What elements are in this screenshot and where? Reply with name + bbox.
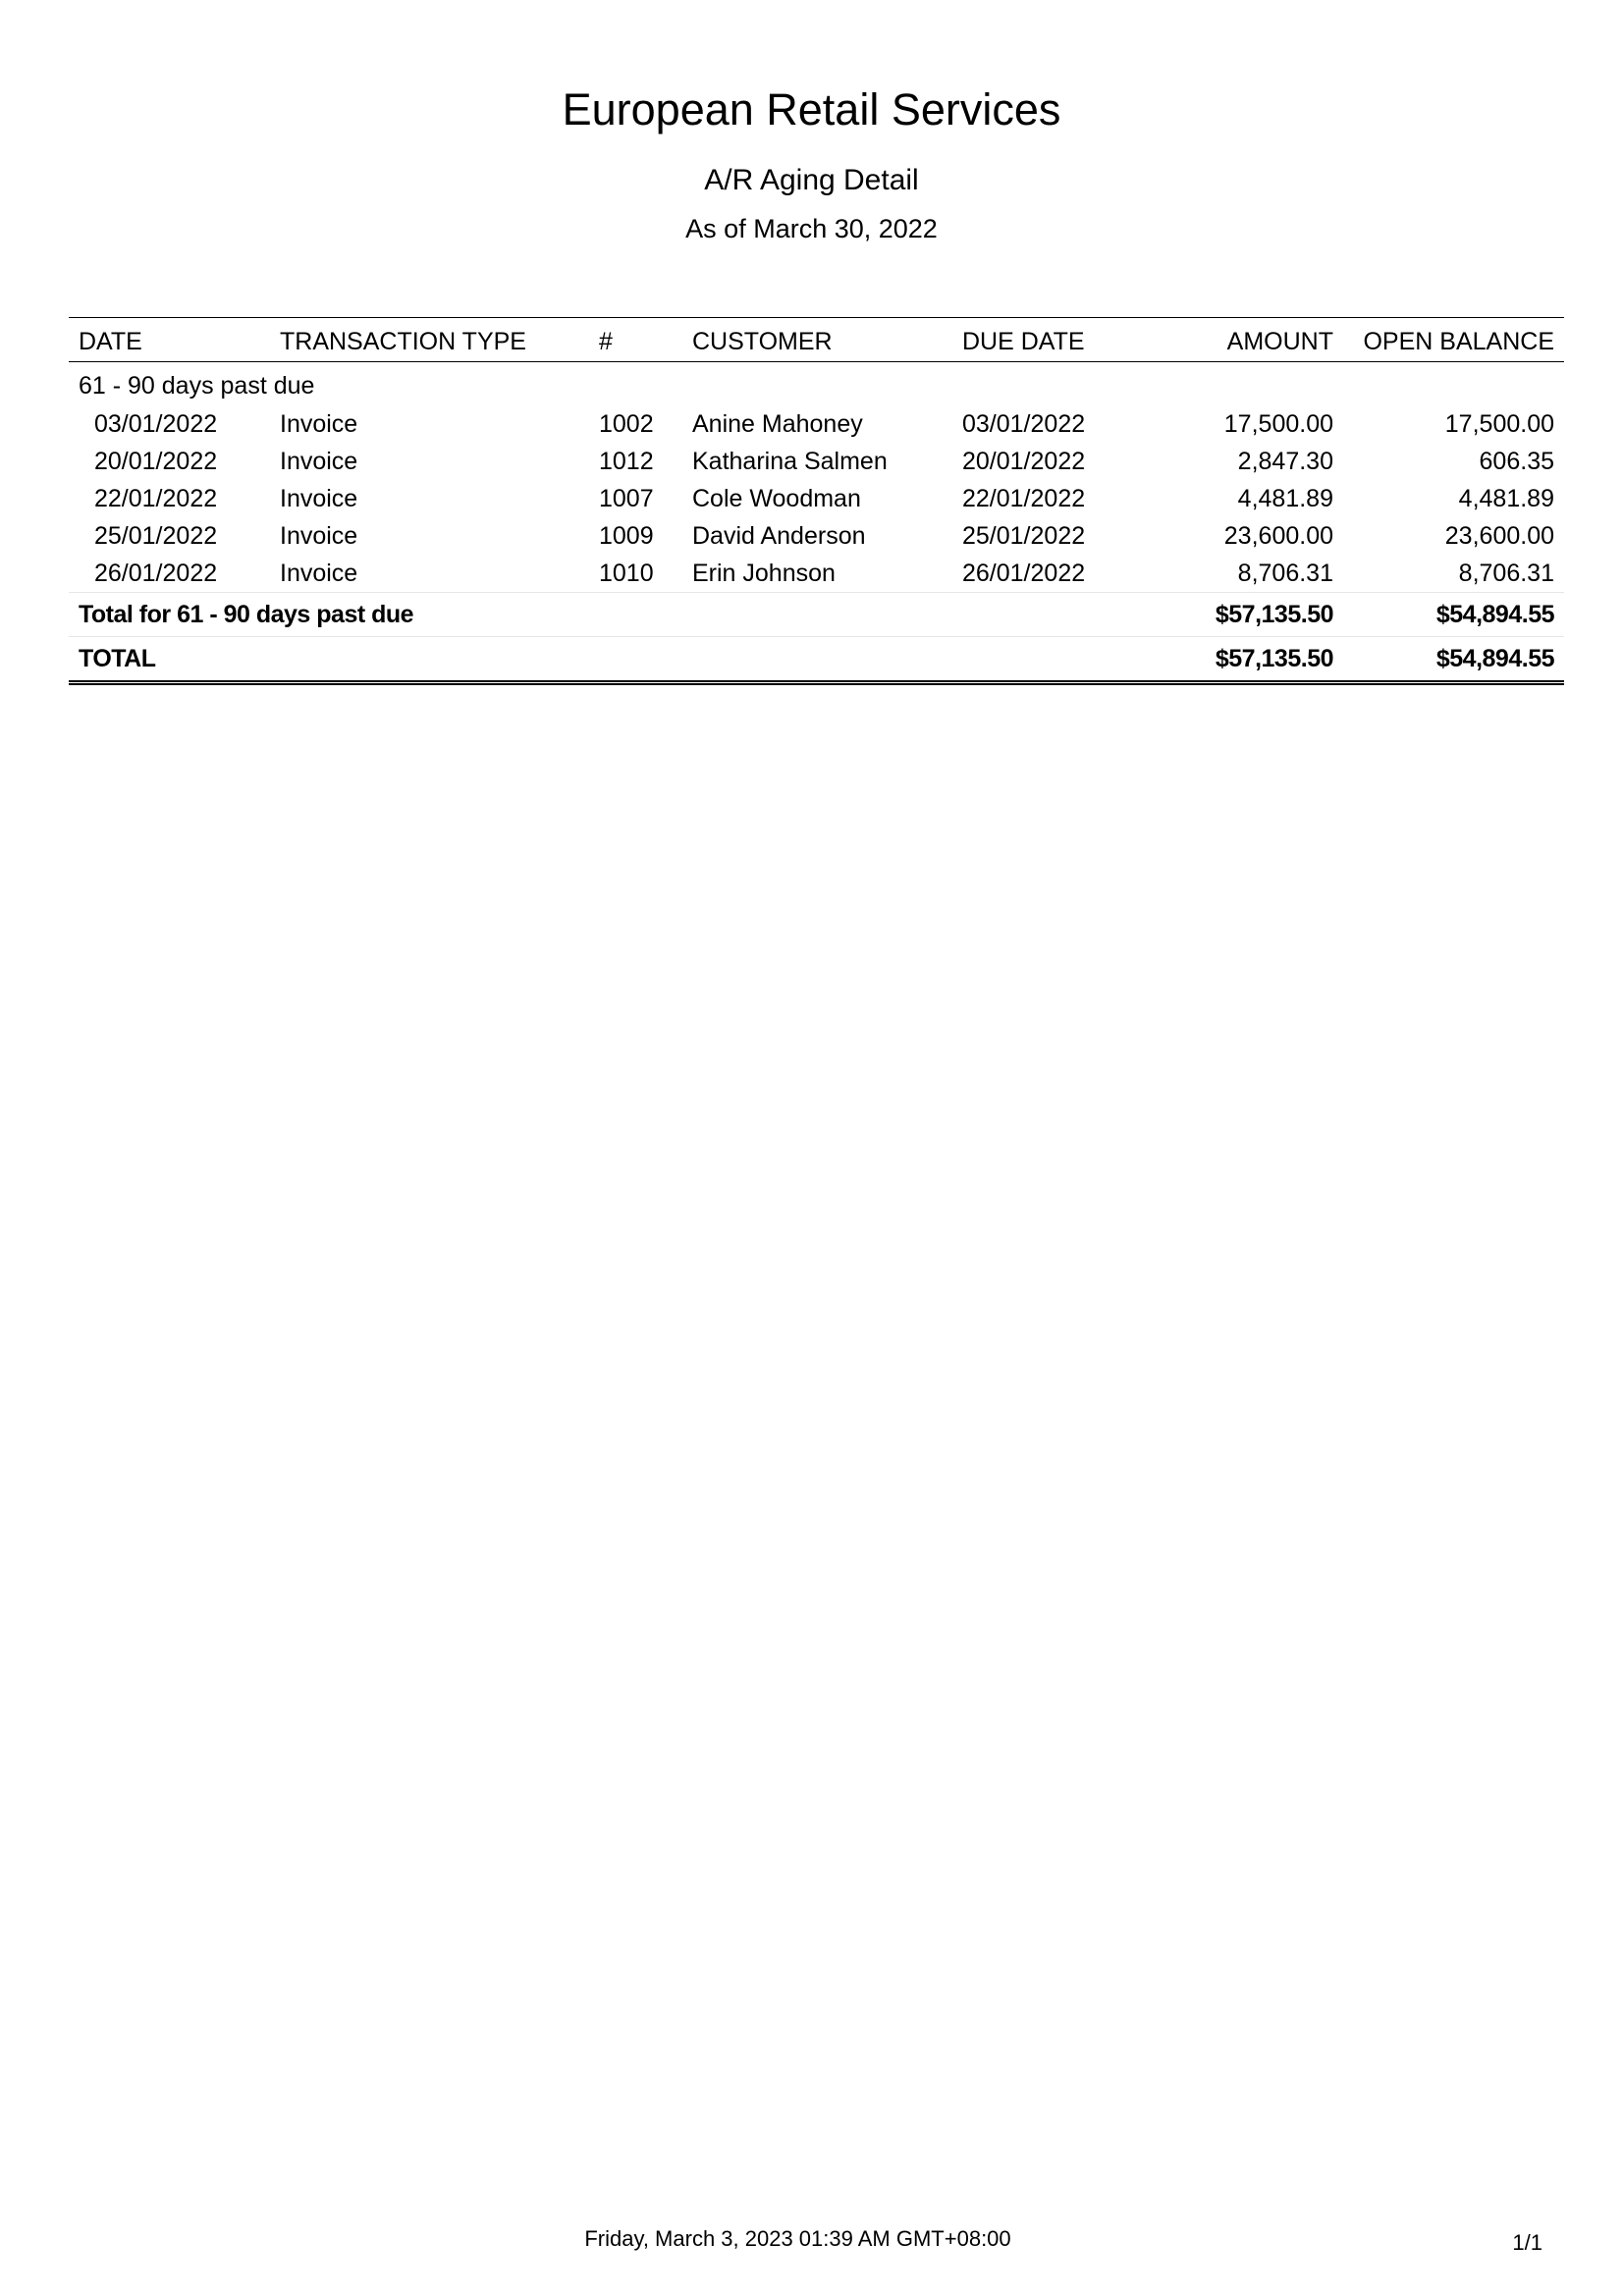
cell-number: 1007 xyxy=(599,484,654,512)
cell-transaction-type: Invoice xyxy=(280,521,358,550)
cell-customer: Cole Woodman xyxy=(692,484,861,512)
table-row xyxy=(69,405,1564,443)
aging-table xyxy=(69,317,1564,685)
cell-open-balance: 4,481.89 xyxy=(1458,484,1554,512)
cell-amount: 4,481.89 xyxy=(1237,484,1333,512)
cell-number: 1002 xyxy=(599,409,654,438)
page-number: 1/1 xyxy=(1512,2230,1542,2255)
cell-amount: 23,600.00 xyxy=(1223,521,1333,550)
group-label: 61 - 90 days past due xyxy=(79,371,315,400)
cell-due-date: 20/01/2022 xyxy=(962,447,1086,475)
column-header-number: # xyxy=(589,318,682,362)
cell-open-balance: 606.35 xyxy=(1479,447,1554,475)
company-name: European Retail Services xyxy=(562,84,1061,134)
table-row xyxy=(69,443,1564,480)
column-header-open-balance: OPEN BALANCE xyxy=(1343,318,1564,362)
grand-total-row xyxy=(69,637,1564,683)
cell-customer: Katharina Salmen xyxy=(692,447,888,475)
group-total-label: Total for 61 - 90 days past due xyxy=(69,593,1149,637)
cell-due-date: 26/01/2022 xyxy=(962,559,1086,587)
column-header-amount: AMOUNT xyxy=(1149,318,1343,362)
report-date: As of March 30, 2022 xyxy=(685,214,938,243)
column-header-due-date: DUE DATE xyxy=(952,318,1149,362)
cell-date: 20/01/2022 xyxy=(94,447,218,475)
group-total-balance: $54,894.55 xyxy=(1343,593,1564,637)
cell-date: 25/01/2022 xyxy=(94,521,218,550)
group-header-row xyxy=(69,362,1564,406)
cell-date: 03/01/2022 xyxy=(94,409,218,438)
table-row xyxy=(69,517,1564,555)
cell-amount: 2,847.30 xyxy=(1237,447,1333,475)
table-row xyxy=(69,555,1564,593)
cell-number: 1010 xyxy=(599,559,654,587)
cell-due-date: 25/01/2022 xyxy=(962,521,1086,550)
cell-amount: 8,706.31 xyxy=(1237,559,1333,587)
cell-customer: Erin Johnson xyxy=(692,559,836,587)
grand-total-balance: $54,894.55 xyxy=(1343,637,1564,683)
cell-open-balance: 17,500.00 xyxy=(1444,409,1554,438)
group-total-amount: $57,135.50 xyxy=(1149,593,1343,637)
table-row xyxy=(69,480,1564,517)
cell-transaction-type: Invoice xyxy=(280,484,358,512)
table-header-row xyxy=(69,318,1564,362)
cell-transaction-type: Invoice xyxy=(280,409,358,438)
cell-due-date: 03/01/2022 xyxy=(962,409,1086,438)
cell-due-date: 22/01/2022 xyxy=(962,484,1086,512)
cell-date: 26/01/2022 xyxy=(94,559,218,587)
group-total-row xyxy=(69,593,1564,637)
cell-number: 1012 xyxy=(599,447,654,475)
grand-total-amount: $57,135.50 xyxy=(1149,637,1343,683)
report-title: A/R Aging Detail xyxy=(704,164,919,196)
cell-customer: Anine Mahoney xyxy=(692,409,863,438)
cell-date: 22/01/2022 xyxy=(94,484,218,512)
cell-transaction-type: Invoice xyxy=(280,447,358,475)
grand-total-label: TOTAL xyxy=(69,637,1149,683)
cell-transaction-type: Invoice xyxy=(280,559,358,587)
cell-open-balance: 23,600.00 xyxy=(1444,521,1554,550)
footer-timestamp: Friday, March 3, 2023 01:39 AM GMT+08:00 xyxy=(584,2226,1011,2251)
cell-customer: David Anderson xyxy=(692,521,866,550)
cell-number: 1009 xyxy=(599,521,654,550)
cell-open-balance: 8,706.31 xyxy=(1458,559,1554,587)
column-header-date: DATE xyxy=(69,318,270,362)
cell-amount: 17,500.00 xyxy=(1223,409,1333,438)
column-header-transaction-type: TRANSACTION TYPE xyxy=(270,318,589,362)
column-header-customer: CUSTOMER xyxy=(682,318,952,362)
